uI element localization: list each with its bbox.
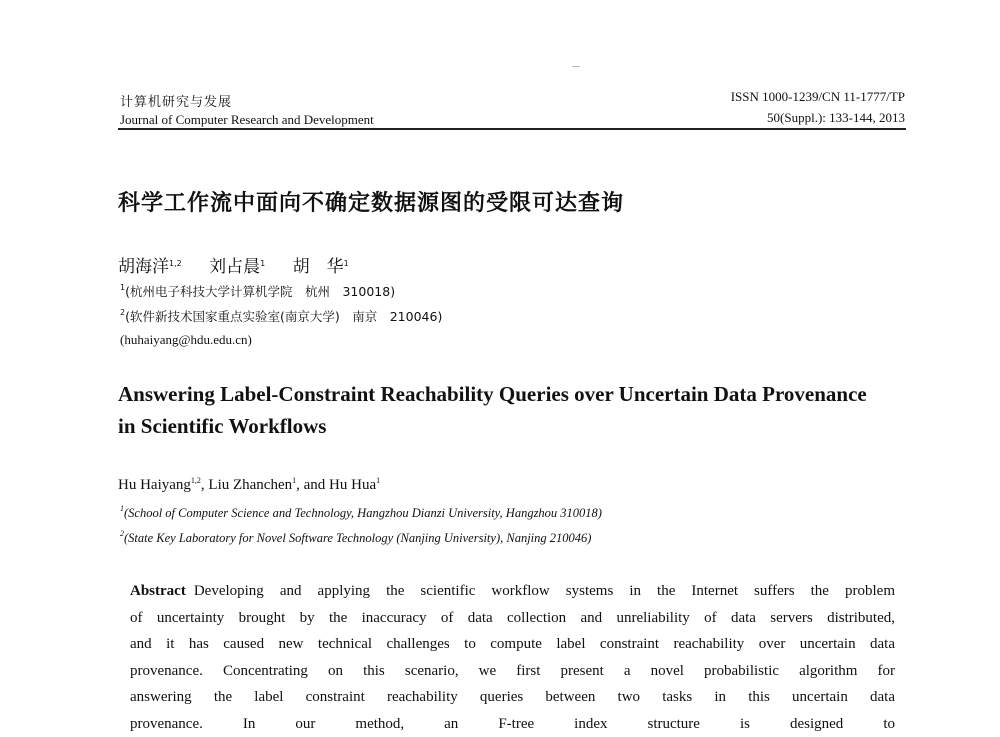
issn: ISSN 1000-1239/CN 11-1777/TP [731,89,905,105]
abstract-line: and it has caused new technical challenges to compute label constraint reachability over uncertain data [130,631,895,658]
abstract-line: answering the label constraint reachability queries between two tasks in this uncertain data [130,684,895,711]
authors-cn [118,252,371,277]
author-cn: 胡 华$^1$ [293,257,349,277]
author-cn: 刘占晨$^1$ [209,257,265,277]
abstract [130,578,895,737]
abstract-line: provenance. Concentrating on this scenario, we first present a novel probabilistic algorithm for [130,658,895,685]
abstract-line: provenance. In our method, an F-tree index structure is designed to [130,711,895,737]
affiliation-cn: $^2$(软件新技术国家重点实验室(南京大学) 南京 210046) [120,307,442,325]
title-en-line: in Scientific Workflows [118,414,326,439]
scan-mark [572,66,580,67]
abstract-line: of uncertainty brought by the inaccuracy of data collection and unreliability of data servers distributed, [130,605,895,632]
author-cn: 胡海洋$^{1,2}$ [118,257,182,277]
abstract-line: Abstract Developing and applying the scientific workflow systems in the Internet suffers the problem [130,578,895,605]
issue-info: 50(Suppl.): 133-144, 2013 [767,110,905,126]
affiliation-cn: $^1$(杭州电子科技大学计算机学院 杭州 310018) [120,282,395,300]
email: (huhaiyang@hdu.edu.cn) [120,332,252,348]
affiliation-en: $^1$(School of Computer Science and Technology, Hangzhou Dianzi University, Hangzhou 310018) [120,504,602,521]
authors-en: Hu Haiyang$^{1,2}$, Liu Zhanchen$^1$, and Hu Hua$^1$ [118,476,380,494]
header-rule [118,128,906,130]
title-en-line: Answering Label-Constraint Reachability Queries over Uncertain Data Provenance [118,382,867,407]
title-cn: 科学工作流中面向不确定数据源图的受限可达查询 [118,186,624,217]
journal-name-cn: 计算机研究与发展 [120,91,232,110]
journal-name-en: Journal of Computer Research and Development [120,112,374,128]
affiliation-en: $^2$(State Key Laboratory for Novel Software Technology (Nanjing University), Nanjing 210046) [120,529,591,546]
abstract-label: Abstract [130,583,186,599]
